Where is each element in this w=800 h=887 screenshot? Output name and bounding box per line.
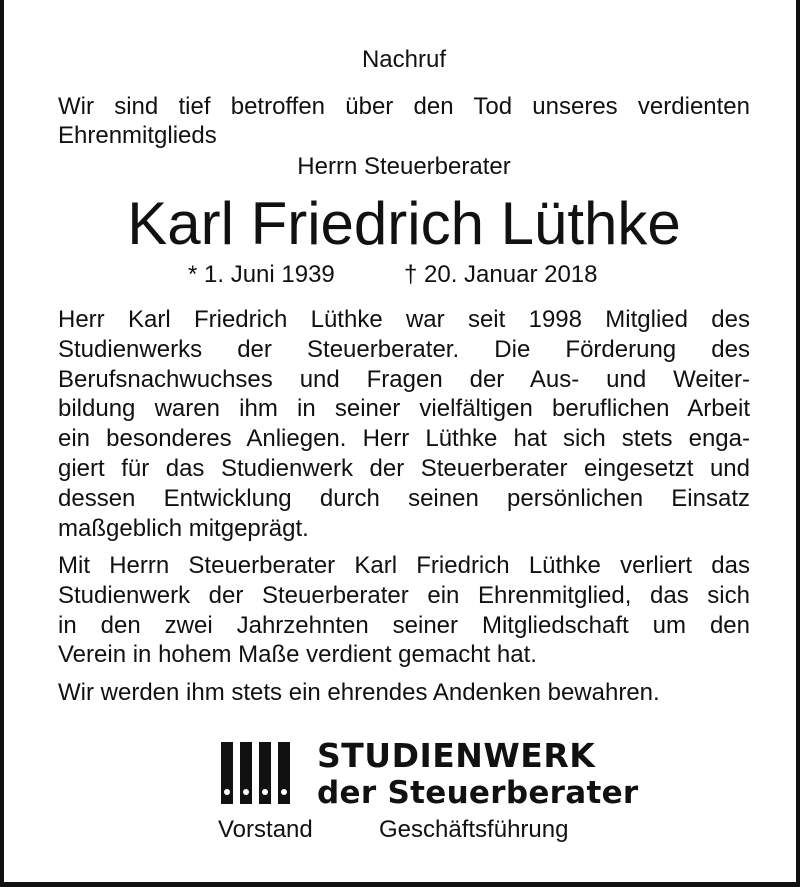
intro-line-1: Wir sind tief betroffen über den Tod unseres verdienten bbox=[58, 93, 750, 120]
paragraph-line: bildung waren ihm in seiner vielfältigen beruflichen Arbeit bbox=[58, 395, 750, 423]
signature-management: Geschäftsführung bbox=[379, 816, 569, 843]
paragraph-line: in den zwei Jahrzehnten seiner Mitgliedschaft um den bbox=[58, 611, 750, 639]
intro-line-2: Ehrenmitglieds bbox=[58, 122, 217, 149]
paragraph-line: Berufsnachwuchses und Fragen der Aus- und Weiter- bbox=[58, 365, 750, 393]
notice-heading: Nachruf bbox=[361, 46, 447, 73]
paragraph-line: maßgeblich mitgeprägt. bbox=[58, 514, 309, 542]
wordmark-line-2: der Steuerberater bbox=[317, 775, 639, 811]
paragraph-line: Verein in hohem Maße verdient gemacht hat. bbox=[58, 641, 537, 669]
paragraph-membership bbox=[58, 305, 750, 543]
paragraph-line: Studienwerks der Steuerberater. Die Förderung des bbox=[58, 335, 750, 363]
intro-text bbox=[58, 92, 750, 150]
paragraph-remembrance bbox=[58, 678, 750, 708]
paragraph-loss bbox=[58, 551, 750, 670]
studienwerk-logo-icon bbox=[221, 742, 291, 804]
birth-date: * 1. Juni 1939 bbox=[188, 261, 335, 288]
paragraph-line: dessen Entwicklung durch seinen persönlichen Einsatz bbox=[58, 484, 750, 512]
paragraph-line: Wir werden ihm stets ein ehrendes Andenken bewahren. bbox=[58, 679, 660, 706]
paragraph-line: Studienwerk der Steuerberater ein Ehrenmitglied, das sich bbox=[58, 581, 750, 609]
studienwerk-wordmark bbox=[317, 737, 639, 811]
paragraph-line: Herr Karl Friedrich Lüthke war seit 1998 Mitglied des bbox=[58, 306, 750, 333]
paragraph-line: giert für das Studienwerk der Steuerberater eingesetzt und bbox=[58, 454, 750, 482]
paragraph-line: ein besonderes Anliegen. Herr Lüthke hat sich stets enga- bbox=[58, 425, 750, 453]
paragraph-line: Mit Herrn Steuerberater Karl Friedrich Lüthke verliert das bbox=[58, 552, 750, 579]
death-date: † 20. Januar 2018 bbox=[404, 261, 598, 288]
wordmark-line-1: STUDIENWERK bbox=[317, 736, 596, 775]
deceased-name: Karl Friedrich Lüthke bbox=[127, 190, 681, 257]
title-prefix: Herrn Steuerberater bbox=[297, 153, 511, 180]
signature-board: Vorstand bbox=[218, 816, 313, 843]
